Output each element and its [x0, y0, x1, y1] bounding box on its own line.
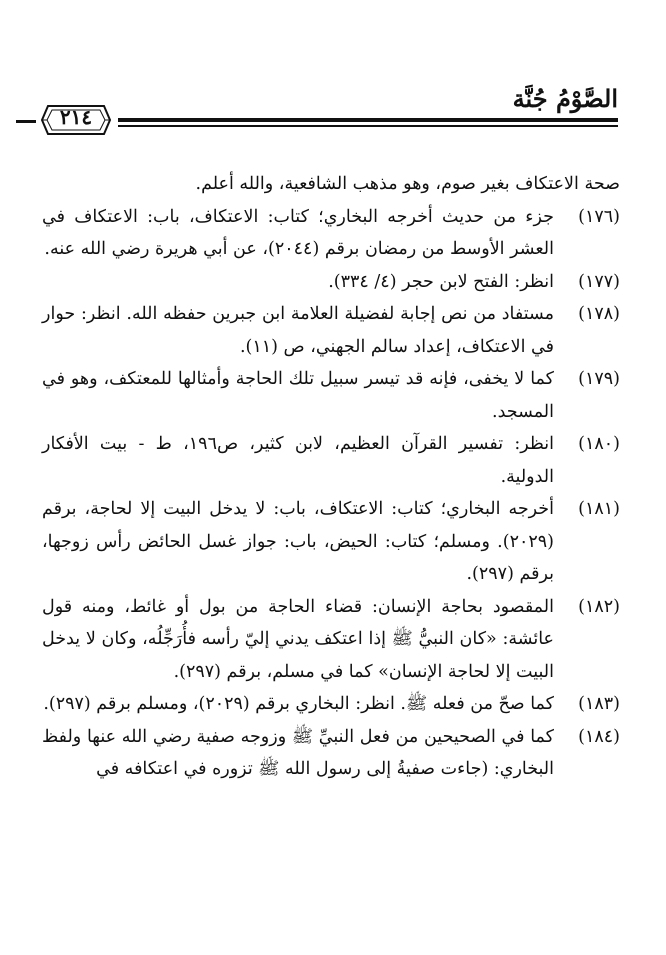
footnote-number: (١٨٤)	[578, 726, 620, 747]
footnote-number: (١٨٢)	[578, 596, 620, 617]
footnote-number: (١٧٨)	[578, 304, 620, 324]
footnote-number: (١٧٩)	[578, 369, 620, 389]
footnote-text: جزء من حديث أخرجه البخاري؛ كتاب: الاعتكاف، باب: الاعتكاف في العشر الأوسط من رمضان برقم (٢٠٤٤)، عن أبي هريرة رضي الله عنه.	[42, 206, 554, 259]
footnote-text: كما لا يخفى، فإنه قد تيسر سبيل تلك الحاجة وأمثالها للمعتكف، وهو في المسجد.	[42, 369, 554, 422]
footnote-text: انظر: الفتح لابن حجر (٤/ ٣٣٤).	[328, 271, 554, 292]
footnote-number: (١٧٦)	[578, 206, 620, 227]
footnote-181	[42, 493, 620, 591]
footnote-number: (١٨١)	[578, 499, 620, 519]
footnote-180	[42, 428, 620, 493]
footnote-text: مستفاد من نص إجابة لفضيلة العلامة ابن جبرين حفظه الله. انظر: حوار في الاعتكاف، إعداد سالم الجهني، ص (١١).	[42, 304, 554, 357]
footnote-text: أخرجه البخاري؛ كتاب: الاعتكاف، باب: لا يدخل البيت إلا لحاجة، برقم (٢٠٢٩). ومسلم؛ كتاب: الحيض، باب: جواز غسل الحائض رأس زوجها، برقم (٢٩٧).	[42, 499, 554, 584]
footnote-text: المقصود بحاجة الإنسان: قضاء الحاجة من بول أو غائط، ومنه قول عائشة: «كان النبيُّ ﷺ إذا اعتكف يدني إليّ رأسه فأُرَجِّلُه، وكان لا يدخل البيت إلا لحاجة الإنسان» كما في مسلم، برقم (٢٩٧).	[42, 596, 554, 682]
header-thin-rule	[118, 125, 618, 127]
footnote-177	[42, 266, 620, 299]
header-dash	[16, 120, 36, 123]
footnote-182	[42, 591, 620, 689]
header-thick-rule	[118, 118, 618, 122]
footnote-number: (١٨٣)	[578, 694, 620, 714]
running-title: الصَّوْمُ جُنَّة	[512, 84, 618, 113]
footnote-text: كما في الصحيحين من فعل النبيِّ ﷺ وزوجه صفية رضي الله عنها ولفظ البخاري: (جاءت صفيةُ إلى رسول الله ﷺ تزوره في اعتكافه في	[42, 726, 554, 779]
footnote-number: (١٨٠)	[578, 434, 620, 454]
footnote-179	[42, 363, 620, 428]
footnote-text: كما صحّ من فعله ﷺ. انظر: البخاري برقم (٢٠٢٩)، ومسلم برقم (٢٩٧).	[43, 694, 554, 714]
page-number: ٢١٤	[59, 105, 93, 129]
footnote-176	[42, 201, 620, 266]
footnote-number: (١٧٧)	[578, 271, 620, 292]
footnote-184	[42, 721, 620, 786]
intro-paragraph: صحة الاعتكاف بغير صوم، وهو مذهب الشافعية، والله أعلم.	[195, 174, 620, 194]
footnote-text: انظر: تفسير القرآن العظيم، لابن كثير، ص١٩٦، ط - بيت الأفكار الدولية.	[42, 434, 554, 487]
footnote-178	[42, 298, 620, 363]
footnote-183	[42, 688, 620, 721]
footnotes-body	[42, 168, 620, 786]
page-header	[40, 78, 618, 134]
